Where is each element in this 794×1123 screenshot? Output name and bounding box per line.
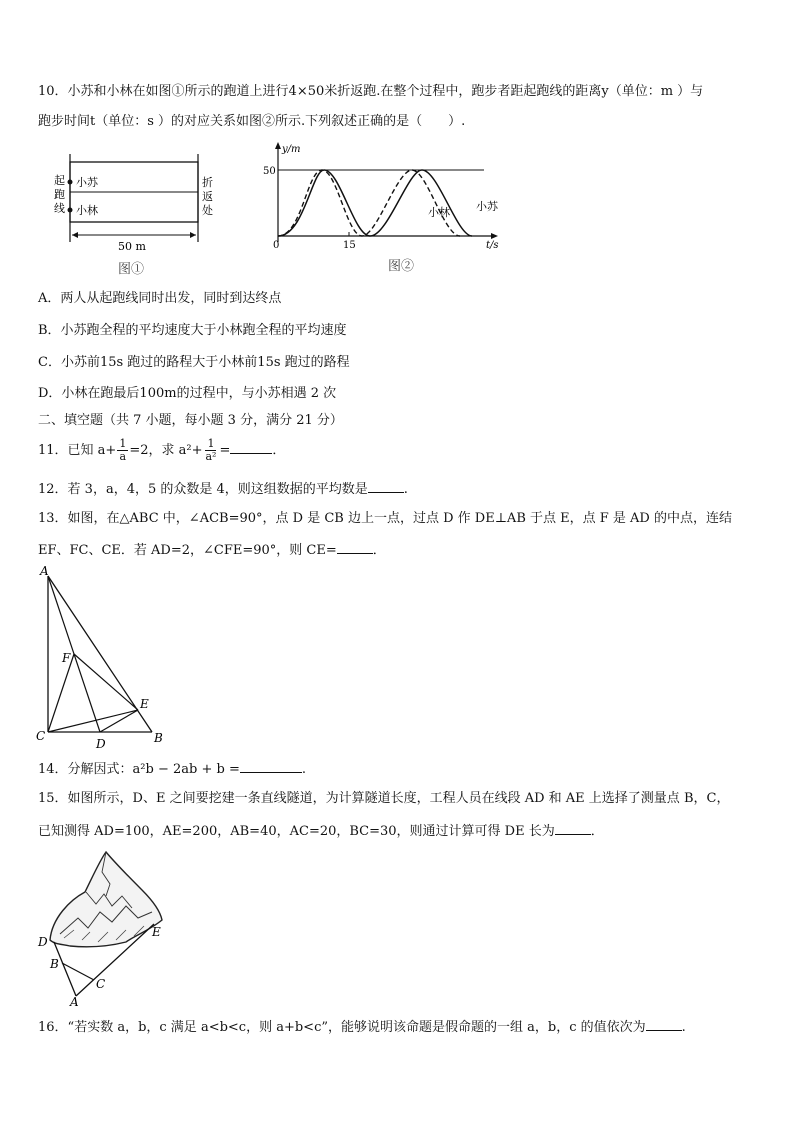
x-tick-15: 15 xyxy=(343,240,356,251)
arrowhead-right xyxy=(190,232,196,238)
q15-answer-blank[interactable] xyxy=(555,822,591,835)
q10-line1: 10．小苏和小林在如图①所示的跑道上进行4×50米折返跑.在整个过程中，跑步者距起跑线的距离y（单位：m ）与 xyxy=(38,84,704,99)
y-axis-label: y/m xyxy=(282,144,301,155)
x-axis-arrow xyxy=(491,233,498,239)
label-E: E xyxy=(140,697,149,711)
label-C: C xyxy=(36,729,46,743)
seg-CE xyxy=(48,710,138,732)
q14-text: 14．分解因式：a²b − 2ab + b = xyxy=(38,762,240,777)
origin-label: 0 xyxy=(273,240,280,251)
turn-label-2: 返 xyxy=(202,190,213,203)
q16 xyxy=(38,1018,686,1037)
seg-DE xyxy=(100,710,138,732)
label-A: A xyxy=(70,995,79,1008)
label-D: D xyxy=(38,935,48,949)
label-F: F xyxy=(62,651,71,665)
q16-end: . xyxy=(681,1020,686,1035)
runner-lin-dot xyxy=(68,208,73,213)
label-A: A xyxy=(40,564,49,578)
q13-line1: 13．如图，在△ABC 中，∠ACB=90°，点 D 是 CB 边上一点，过点 D 作 DE⊥AB 于点 E，点 F 是 AD 的中点，连结 xyxy=(38,511,732,526)
curve-lin-dashed xyxy=(278,170,460,236)
q10-line2: 跑步时间t（单位：s ）的对应关系如图②所示.下列叙述正确的是（ ）. xyxy=(38,114,466,129)
runner-lin-label: 小林 xyxy=(76,204,98,217)
q11-frac1 xyxy=(117,438,128,463)
q11-end: ． xyxy=(272,443,286,458)
q15-line2 xyxy=(38,822,604,841)
q14 xyxy=(38,760,306,779)
q11-frac2-num: 1 xyxy=(207,437,215,450)
q13-answer-blank[interactable] xyxy=(337,541,373,554)
label-B: B xyxy=(154,731,163,745)
q14-answer-blank[interactable] xyxy=(240,760,302,773)
fig2-caption: 图② xyxy=(388,259,415,274)
q10-option-c: C．小苏前15s 跑过的路程大于小林前15s 跑过的路程 xyxy=(38,355,350,370)
q12-text: 12．若 3，a，4，5 的众数是 4，则这组数据的平均数是 xyxy=(38,482,368,497)
fig1-caption: 图① xyxy=(118,262,145,277)
q10-figure2-graph xyxy=(262,140,512,280)
turn-label-3: 处 xyxy=(202,204,213,217)
q13-end: ． xyxy=(372,543,386,558)
arrowhead-left xyxy=(72,232,78,238)
runner-su-dot xyxy=(68,180,73,185)
start-label-2: 跑 xyxy=(54,188,65,201)
q11-answer-blank[interactable] xyxy=(230,441,272,454)
q13-line2-text: EF、FC、CE．若 AD=2，∠CFE=90°，则 CE= xyxy=(38,543,337,558)
q11-mid: =2，求 a²+ xyxy=(129,443,203,458)
q12-end: . xyxy=(403,482,408,497)
q10-figure1-track xyxy=(48,150,218,280)
q16-text: 16．“若实数 a，b，c 满足 a<b<c，则 a+b<c”，能够说明该命题是假命题的一组 a，b，c 的值依次为 xyxy=(38,1020,646,1035)
label-D: D xyxy=(96,737,106,751)
q10-option-d: D．小林在跑最后100m的过程中，与小苏相遇 2 次 xyxy=(38,386,337,401)
q10-option-b: B．小苏跑全程的平均速度大于小林跑全程的平均速度 xyxy=(38,323,347,338)
label-B: B xyxy=(50,957,59,971)
seg-FC xyxy=(48,654,74,732)
q11-frac1-den: a xyxy=(119,450,127,463)
q14-end: . xyxy=(301,762,306,777)
q12-answer-blank[interactable] xyxy=(368,480,404,493)
q10-option-a: A．两人从起跑线同时出发，同时到达终点 xyxy=(38,291,282,306)
start-label-1: 起 xyxy=(54,174,65,187)
q11-suffix: = xyxy=(219,443,231,458)
q15-line2-text: 已知测得 AD=100，AE=200，AB=40，AC=20，BC=30，则通过计算可得 DE 长为 xyxy=(38,824,555,839)
q15-mountain-figure xyxy=(30,848,180,1008)
label-C: C xyxy=(96,977,106,991)
q16-answer-blank[interactable] xyxy=(646,1018,682,1031)
label-su: 小苏 xyxy=(476,200,498,213)
label-lin: 小林 xyxy=(428,206,450,219)
curve-su-solid xyxy=(278,170,472,236)
q13-triangle-figure xyxy=(34,562,174,752)
q13-line2 xyxy=(38,541,386,560)
y-axis-arrow xyxy=(275,142,281,149)
y-tick-50: 50 xyxy=(263,166,276,177)
q11-frac2 xyxy=(203,438,218,463)
runner-su-label: 小苏 xyxy=(76,176,98,189)
q11-frac1-num: 1 xyxy=(119,437,127,450)
q11 xyxy=(38,436,285,466)
q11-frac2-den: a² xyxy=(205,450,217,463)
section-2-heading: 二、填空题（共 7 小题，每小题 3 分，满分 21 分） xyxy=(38,413,343,428)
q15-line1: 15．如图所示，D、E 之间要挖建一条直线隧道，为计算隧道长度，工程人员在线段 AD 和 AE 上选择了测量点 B，C， xyxy=(38,791,730,806)
start-label-3: 线 xyxy=(54,202,65,215)
turn-label-1: 折 xyxy=(202,176,213,189)
x-axis-label: t/s xyxy=(486,240,499,251)
q12 xyxy=(38,480,408,499)
q15-end: ． xyxy=(590,824,604,839)
label-E: E xyxy=(152,925,161,939)
q11-prefix: 11．已知 a+ xyxy=(38,443,117,458)
seg-BC xyxy=(62,963,94,980)
length-label: 50 m xyxy=(118,240,146,253)
